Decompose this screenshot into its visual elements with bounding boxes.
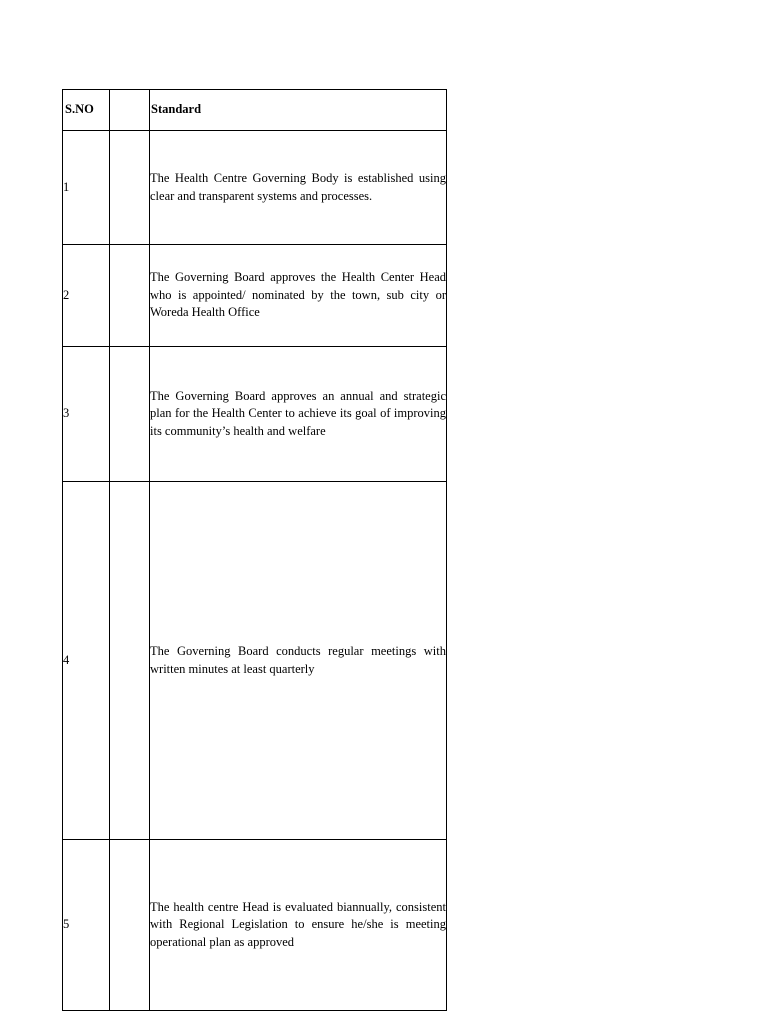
standard-text: The Health Centre Governing Body is established using clear and transparent systems and processes. bbox=[150, 171, 446, 203]
standard-text: The Governing Board conducts regular meetings with written minutes at least quarterly bbox=[150, 644, 446, 676]
table-row bbox=[63, 482, 447, 840]
row-sno: 2 bbox=[63, 245, 110, 347]
standard-text: The Governing Board approves an annual and strategic plan for the Health Center to achieve its goal of improving its community’s health and welfare bbox=[150, 388, 446, 438]
row-blank-cell bbox=[110, 840, 150, 1011]
row-sno: 3 bbox=[63, 347, 110, 482]
row-standard bbox=[150, 840, 447, 1011]
row-standard bbox=[150, 131, 447, 245]
row-blank-cell bbox=[110, 347, 150, 482]
row-standard bbox=[150, 482, 447, 840]
header-sno: S.NO bbox=[63, 90, 110, 131]
header-standard: Standard bbox=[150, 90, 447, 131]
table-row bbox=[63, 840, 447, 1011]
row-sno: 1 bbox=[63, 131, 110, 245]
row-standard bbox=[150, 245, 447, 347]
standard-text: The Governing Board approves the Health Center Head who is appointed/ nominated by the town, sub city or Woreda Health Office bbox=[150, 270, 446, 320]
table-row bbox=[63, 131, 447, 245]
row-sno: 4 bbox=[63, 482, 110, 840]
row-blank-cell bbox=[110, 245, 150, 347]
row-blank-cell bbox=[110, 131, 150, 245]
table-row bbox=[63, 245, 447, 347]
row-blank-cell bbox=[110, 482, 150, 840]
table-header-row bbox=[63, 90, 447, 131]
standards-table bbox=[62, 89, 447, 1011]
row-sno: 5 bbox=[63, 840, 110, 1011]
table-row bbox=[63, 347, 447, 482]
standard-text: The health centre Head is evaluated biannually, consistent with Regional Legislation to ensure he/she is meeting operational plan as approved bbox=[150, 899, 446, 949]
row-standard bbox=[150, 347, 447, 482]
header-blank bbox=[110, 90, 150, 131]
